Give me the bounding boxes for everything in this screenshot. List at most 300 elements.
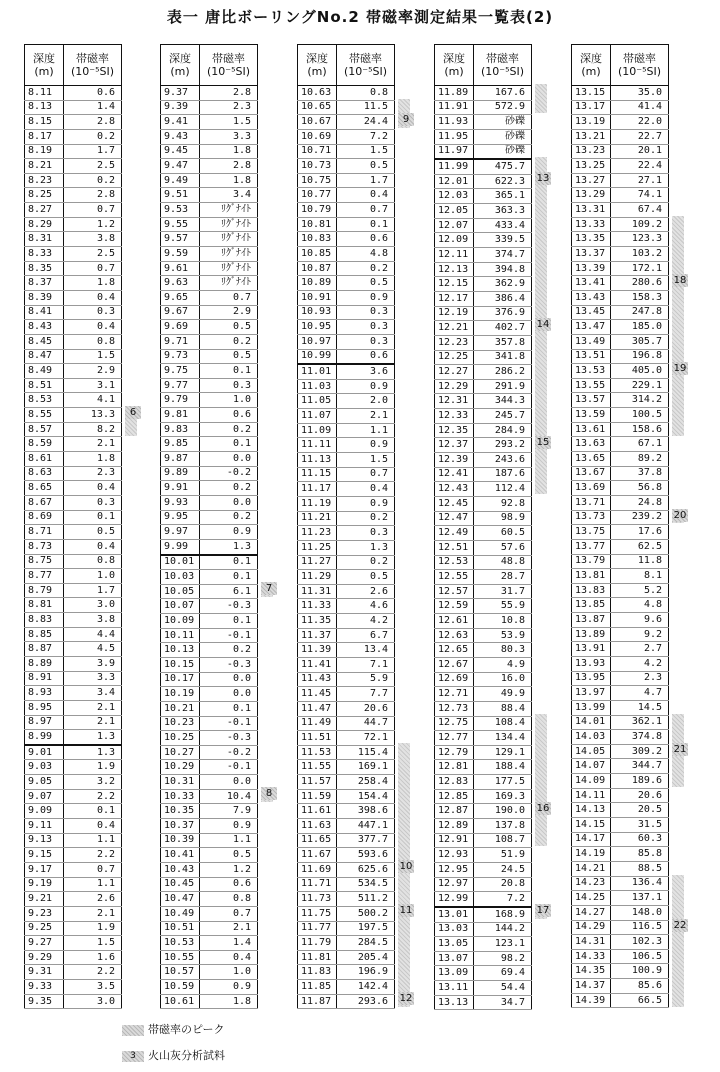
sample-number-marker: 17 (536, 905, 550, 917)
susceptibility-cell: 4.9 (474, 657, 532, 672)
susceptibility-cell: 16.0 (474, 672, 532, 687)
depth-cell: 10.45 (161, 877, 200, 892)
table-row (298, 570, 395, 585)
susceptibility-cell: 1.0 (200, 393, 258, 408)
susceptibility-cell: 2.6 (337, 584, 395, 599)
depth-cell: 10.71 (298, 144, 337, 159)
depth-cell: 8.79 (25, 583, 64, 598)
table-row (298, 305, 395, 320)
depth-cell: 10.97 (298, 334, 337, 349)
depth-unit-label: (m) (34, 65, 54, 78)
depth-cell: 8.23 (25, 173, 64, 188)
susceptibility-cell: -0.2 (200, 745, 258, 760)
depth-unit-label: (m) (307, 65, 327, 78)
susceptibility-cell: 102.3 (611, 935, 669, 950)
depth-cell: 8.55 (25, 408, 64, 423)
susceptibility-cell: 69.4 (474, 966, 532, 981)
susceptibility-cell: 293.2 (474, 438, 532, 453)
table-row (298, 950, 395, 965)
depth-cell: 8.85 (25, 627, 64, 642)
susceptibility-cell: 196.9 (337, 965, 395, 980)
depth-cell: 12.37 (435, 438, 474, 453)
depth-cell: 11.63 (298, 819, 337, 834)
depth-cell: 12.39 (435, 453, 474, 468)
table-row (435, 262, 532, 277)
table-row (435, 189, 532, 204)
table-row (435, 555, 532, 570)
depth-cell: 12.47 (435, 511, 474, 526)
table-row (298, 760, 395, 775)
susceptibility-cell: 169.1 (337, 760, 395, 775)
table-row (161, 452, 258, 467)
susceptibility-cell: 0.6 (337, 232, 395, 247)
sample-hatch-swatch: 3 (122, 1051, 144, 1062)
sample-number-marker: 7 (261, 582, 277, 595)
depth-cell: 10.43 (161, 862, 200, 877)
table-row (435, 423, 532, 438)
susceptibility-cell: 190.0 (474, 804, 532, 819)
depth-cell: 13.37 (572, 247, 611, 262)
susceptibility-cell: 砂礫 (474, 115, 532, 130)
table-row (25, 129, 122, 144)
depth-cell: 11.99 (435, 159, 474, 174)
susceptibility-cell: 11.5 (337, 100, 395, 115)
depth-header (435, 45, 474, 86)
depth-cell: 9.81 (161, 408, 200, 423)
depth-cell: 12.87 (435, 804, 474, 819)
table-row (25, 627, 122, 642)
susceptibility-cell: 0.5 (337, 276, 395, 291)
table-row (161, 510, 258, 525)
table-row (25, 598, 122, 613)
table-row (298, 819, 395, 834)
depth-cell: 8.15 (25, 115, 64, 130)
susceptibility-cell: 123.3 (611, 232, 669, 247)
depth-cell: 8.25 (25, 188, 64, 203)
depth-cell: 8.33 (25, 247, 64, 262)
susceptibility-cell: 2.8 (200, 159, 258, 174)
table-row (435, 907, 532, 922)
depth-cell: 8.49 (25, 364, 64, 379)
table-row (298, 643, 395, 658)
susceptibility-cell: 172.1 (611, 261, 669, 276)
table-row (298, 745, 395, 760)
table-row (572, 671, 669, 686)
table-row (435, 995, 532, 1010)
table-block-3 (297, 44, 413, 1009)
susceptibility-cell: 89.2 (611, 452, 669, 467)
depth-cell: 8.43 (25, 320, 64, 335)
sample-number-marker: 15 (536, 436, 550, 448)
table-row (25, 305, 122, 320)
depth-cell: 14.27 (572, 905, 611, 920)
depth-cell: 12.75 (435, 716, 474, 731)
table-row (25, 188, 122, 203)
depth-cell: 8.51 (25, 378, 64, 393)
depth-header-label: 深度 (306, 52, 328, 65)
table-row (25, 686, 122, 701)
peak-hatch-marker (535, 84, 547, 113)
table-row (25, 495, 122, 510)
table-row (161, 188, 258, 203)
susceptibility-cell: 622.3 (474, 174, 532, 189)
table-row (572, 378, 669, 393)
depth-cell: 11.65 (298, 833, 337, 848)
depth-cell: 10.41 (161, 848, 200, 863)
depth-cell: 11.85 (298, 980, 337, 995)
susceptibility-cell: 85.6 (611, 979, 669, 994)
susceptibility-cell: 28.7 (474, 570, 532, 585)
susceptibility-cell: 0.8 (200, 892, 258, 907)
table-row (298, 906, 395, 921)
table-row (298, 261, 395, 276)
depth-cell: 12.43 (435, 482, 474, 497)
susceptibility-cell: 22.7 (611, 129, 669, 144)
depth-cell: 8.83 (25, 613, 64, 628)
table-row (25, 994, 122, 1009)
table-row (298, 334, 395, 349)
table-row (298, 862, 395, 877)
susceptibility-cell: 1.3 (200, 539, 258, 554)
table-row (25, 173, 122, 188)
depth-cell: 10.13 (161, 643, 200, 658)
susceptibility-cell: 1.7 (64, 583, 122, 598)
susceptibility-cell: 309.2 (611, 744, 669, 759)
susceptibility-cell: 1.8 (200, 994, 258, 1009)
susceptibility-cell: 2.0 (337, 394, 395, 409)
table-row (25, 715, 122, 730)
depth-cell: 12.59 (435, 599, 474, 614)
susceptibility-cell: 362.1 (611, 715, 669, 730)
table-row (435, 86, 532, 101)
susceptibility-cell: 339.5 (474, 233, 532, 248)
susceptibility-cell: 187.6 (474, 467, 532, 482)
susceptibility-cell: 4.7 (611, 686, 669, 701)
depth-cell: 13.05 (435, 937, 474, 952)
table-row (572, 86, 669, 101)
sample-number-marker: 12 (399, 993, 413, 1005)
depth-cell: 11.91 (435, 100, 474, 115)
table-row (161, 364, 258, 379)
table-row (298, 320, 395, 335)
table-row (572, 305, 669, 320)
depth-cell: 8.63 (25, 466, 64, 481)
depth-cell: 10.91 (298, 290, 337, 305)
table-row (572, 525, 669, 540)
depth-cell: 10.87 (298, 261, 337, 276)
table-row (298, 379, 395, 394)
depth-cell: 14.37 (572, 979, 611, 994)
depth-cell: 9.91 (161, 481, 200, 496)
table-row (161, 921, 258, 936)
table-row (25, 100, 122, 115)
susceptibility-cell: 0.4 (64, 819, 122, 834)
table-row (161, 276, 258, 291)
depth-cell: 13.27 (572, 173, 611, 188)
depth-cell: 13.09 (435, 966, 474, 981)
table-row (435, 453, 532, 468)
susceptibility-cell: 0.9 (337, 438, 395, 453)
susceptibility-cell: 0.3 (337, 305, 395, 320)
susceptibility-cell: 534.5 (337, 877, 395, 892)
susceptibility-cell: 314.2 (611, 393, 669, 408)
table-row (298, 144, 395, 159)
susceptibility-cell: 137.8 (474, 819, 532, 834)
table-row (25, 408, 122, 423)
depth-cell: 11.09 (298, 423, 337, 438)
depth-cell: 10.63 (298, 86, 337, 101)
sample-number-marker: 21 (673, 744, 687, 756)
table-row (298, 511, 395, 526)
sample-number-marker: 8 (261, 787, 277, 800)
depth-cell: 11.71 (298, 877, 337, 892)
table-row (572, 774, 669, 789)
table-row (572, 334, 669, 349)
depth-cell: 12.95 (435, 862, 474, 877)
depth-cell: 14.21 (572, 861, 611, 876)
depth-cell: 12.07 (435, 218, 474, 233)
table-row (298, 731, 395, 746)
susceptibility-cell: 3.6 (337, 364, 395, 379)
susceptibility-cell: 205.4 (337, 950, 395, 965)
susceptibility-cell: 1.3 (337, 540, 395, 555)
table-row (572, 949, 669, 964)
table-row (298, 423, 395, 438)
depth-cell: 12.33 (435, 409, 474, 424)
table-row (298, 921, 395, 936)
susceptibility-cell: 3.8 (64, 613, 122, 628)
depth-cell: 14.31 (572, 935, 611, 950)
depth-cell: 11.69 (298, 862, 337, 877)
depth-cell: 10.31 (161, 775, 200, 790)
table-row (435, 335, 532, 350)
table-row (572, 100, 669, 115)
susceptibility-cell: 0.0 (200, 672, 258, 687)
depth-cell: 9.35 (25, 994, 64, 1009)
depth-cell: 13.31 (572, 203, 611, 218)
depth-cell: 13.21 (572, 129, 611, 144)
depth-cell: 11.49 (298, 716, 337, 731)
susceptibility-cell: 20.8 (474, 877, 532, 892)
depth-cell: 12.79 (435, 745, 474, 760)
depth-cell: 10.33 (161, 789, 200, 804)
table-row (572, 539, 669, 554)
depth-cell: 14.11 (572, 788, 611, 803)
depth-cell: 13.47 (572, 320, 611, 335)
table-row (161, 247, 258, 262)
susceptibility-cell: 188.4 (474, 760, 532, 775)
depth-cell: 9.71 (161, 334, 200, 349)
depth-unit-label: (m) (581, 65, 601, 78)
table-row (572, 993, 669, 1008)
table-row (298, 115, 395, 130)
depth-cell: 11.47 (298, 701, 337, 716)
table-row (161, 599, 258, 614)
susceptibility-cell: 1.1 (200, 833, 258, 848)
depth-cell: 10.17 (161, 672, 200, 687)
table-row (298, 247, 395, 262)
table-row (298, 994, 395, 1009)
depth-cell: 10.25 (161, 731, 200, 746)
susceptibility-header-label: 帯磁率 (623, 52, 656, 65)
depth-cell: 8.29 (25, 217, 64, 232)
table-row (25, 452, 122, 467)
depth-cell: 12.99 (435, 892, 474, 907)
susceptibility-cell: 284.9 (474, 423, 532, 438)
susceptibility-cell: 0.6 (200, 877, 258, 892)
sample-number-marker: 14 (536, 319, 550, 331)
table-row (435, 745, 532, 760)
legend-sample-label: 火山灰分析試料 (148, 1049, 225, 1062)
depth-cell: 13.07 (435, 951, 474, 966)
susceptibility-cell: 8.1 (611, 569, 669, 584)
table-row (25, 906, 122, 921)
susceptibility-cell: 168.9 (474, 907, 532, 922)
table-row (435, 701, 532, 716)
depth-cell: 8.97 (25, 715, 64, 730)
depth-cell: 13.51 (572, 349, 611, 364)
table-row (572, 818, 669, 833)
depth-cell: 9.27 (25, 936, 64, 951)
susceptibility-cell: 0.5 (64, 525, 122, 540)
susceptibility-cell: 572.9 (474, 100, 532, 115)
susceptibility-cell: 2.9 (64, 364, 122, 379)
depth-cell: 13.41 (572, 276, 611, 291)
measurement-table (297, 44, 395, 1009)
depth-header (298, 45, 337, 86)
susceptibility-cell: 4.4 (64, 627, 122, 642)
susceptibility-cell: 3.9 (64, 656, 122, 671)
susceptibility-cell: 66.5 (611, 993, 669, 1008)
susceptibility-cell: 284.5 (337, 936, 395, 951)
sample-number-marker: 13 (536, 172, 550, 184)
table-row (161, 892, 258, 907)
depth-cell: 9.31 (25, 965, 64, 980)
depth-header-label: 深度 (169, 52, 191, 65)
depth-cell: 11.55 (298, 760, 337, 775)
susceptibility-cell: 2.1 (200, 921, 258, 936)
susceptibility-cell: 2.1 (64, 437, 122, 452)
table-row (298, 599, 395, 614)
table-row (25, 378, 122, 393)
susceptibility-cell: 0.4 (64, 481, 122, 496)
table-row (161, 833, 258, 848)
susceptibility-cell: 0.5 (337, 159, 395, 174)
table-row (25, 422, 122, 437)
table-row (161, 422, 258, 437)
depth-cell: 9.23 (25, 906, 64, 921)
susceptibility-cell: 20.1 (611, 144, 669, 159)
depth-cell: 8.77 (25, 569, 64, 584)
depth-cell: 13.23 (572, 144, 611, 159)
table-row (572, 481, 669, 496)
table-row (298, 657, 395, 672)
depth-cell: 9.67 (161, 305, 200, 320)
table-row (435, 922, 532, 937)
table-row (25, 217, 122, 232)
depth-cell: 12.73 (435, 701, 474, 716)
susceptibility-cell: 0.2 (200, 334, 258, 349)
susceptibility-cell: 0.7 (337, 467, 395, 482)
table-row (25, 510, 122, 525)
susceptibility-cell: 44.7 (337, 716, 395, 731)
table-row (25, 789, 122, 804)
table-row (298, 687, 395, 702)
susceptibility-cell: -0.3 (200, 657, 258, 672)
depth-cell: 9.29 (25, 950, 64, 965)
depth-cell: 12.29 (435, 379, 474, 394)
susceptibility-cell: 1.0 (64, 569, 122, 584)
susceptibility-cell: 0.4 (64, 290, 122, 305)
depth-cell: 8.69 (25, 510, 64, 525)
table-row (161, 349, 258, 364)
depth-cell: 10.39 (161, 833, 200, 848)
depth-cell: 12.15 (435, 277, 474, 292)
susceptibility-cell: 4.8 (611, 598, 669, 613)
table-row (25, 320, 122, 335)
table-row (161, 716, 258, 731)
susceptibility-header (64, 45, 122, 86)
susceptibility-unit-label: (10⁻⁵SI) (70, 65, 115, 78)
depth-cell: 9.65 (161, 290, 200, 305)
susceptibility-cell: 0.4 (64, 539, 122, 554)
susceptibility-cell: 0.3 (337, 320, 395, 335)
depth-cell: 13.95 (572, 671, 611, 686)
depth-cell: 10.03 (161, 570, 200, 585)
table-row (435, 394, 532, 409)
depth-cell: 11.93 (435, 115, 474, 130)
table-row (25, 554, 122, 569)
table-row (298, 482, 395, 497)
depth-cell: 14.19 (572, 847, 611, 862)
depth-header-label: 深度 (443, 52, 465, 65)
susceptibility-cell: 48.8 (474, 555, 532, 570)
depth-cell: 11.19 (298, 496, 337, 511)
page-title: 表一 唐比ボーリングNo.2 帯磁率測定結果一覧表(2) (166, 8, 554, 26)
table-row (435, 540, 532, 555)
susceptibility-cell: 3.3 (200, 129, 258, 144)
depth-cell: 11.33 (298, 599, 337, 614)
table-row (298, 833, 395, 848)
susceptibility-cell: 8.2 (64, 422, 122, 437)
susceptibility-cell: 3.5 (64, 980, 122, 995)
susceptibility-cell: 14.5 (611, 700, 669, 715)
depth-cell: 8.71 (25, 525, 64, 540)
susceptibility-cell: 1.2 (64, 217, 122, 232)
table-row (25, 290, 122, 305)
depth-cell: 10.85 (298, 247, 337, 262)
table-row (435, 819, 532, 834)
table-row (435, 848, 532, 863)
susceptibility-cell: ﾘｸﾞﾅｲﾄ (200, 276, 258, 291)
depth-cell: 10.47 (161, 892, 200, 907)
table-row (572, 408, 669, 423)
table-row (572, 129, 669, 144)
susceptibility-cell: 0.1 (337, 217, 395, 232)
table-row (161, 994, 258, 1009)
table-row (435, 951, 532, 966)
table-row (25, 775, 122, 790)
depth-cell: 13.15 (572, 86, 611, 101)
depth-cell: 9.39 (161, 100, 200, 115)
table-row (572, 364, 669, 379)
susceptibility-cell: ﾘｸﾞﾅｲﾄ (200, 247, 258, 262)
susceptibility-cell: 1.2 (200, 862, 258, 877)
table-row (298, 672, 395, 687)
table-row (435, 937, 532, 952)
table-row (572, 495, 669, 510)
table-row (435, 716, 532, 731)
